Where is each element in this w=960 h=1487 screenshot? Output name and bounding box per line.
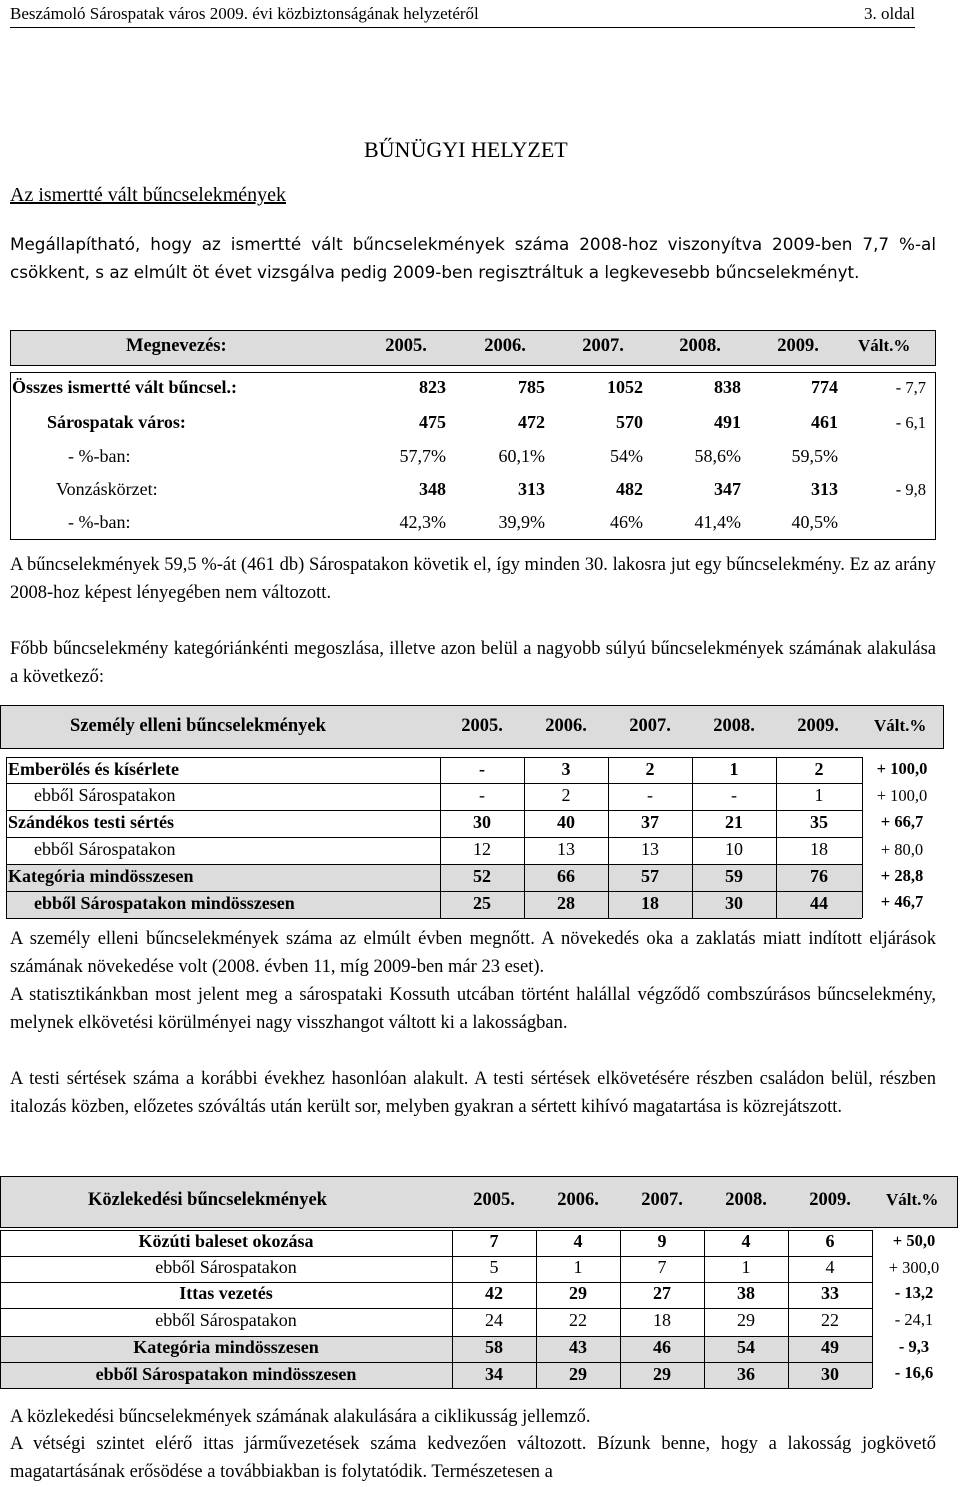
table2-change: + 66,7 <box>880 812 924 831</box>
table2-change: + 46,7 <box>880 892 924 911</box>
table3-cell: 18 <box>653 1310 671 1330</box>
table3-row-label: Közúti baleset okozása <box>138 1231 314 1251</box>
table2-cell: 12 <box>473 839 491 859</box>
running-header <box>10 4 915 28</box>
table3-cell: 58 <box>485 1337 503 1357</box>
table3-cell: 4 <box>573 1231 583 1251</box>
table2-cell: 28 <box>557 893 575 913</box>
table3-cell: 5 <box>489 1257 499 1277</box>
table3-cell: 36 <box>737 1364 755 1384</box>
table1-cell: 491 <box>714 412 741 432</box>
table2-cell: 21 <box>725 812 743 832</box>
table3-change: - 13,2 <box>894 1283 934 1302</box>
share-paragraph: A bűncselekmények 59,5 %-át (461 db) Sárospatakon követik el, így minden 30. lakosra jut egy bűncselekmény. Ez az arány 2008-hoz képest lényegében nem változott. <box>10 555 936 603</box>
table2-cell: 76 <box>810 866 828 886</box>
table3-cell: 22 <box>821 1310 839 1330</box>
table1-cell: 347 <box>714 479 741 499</box>
table2-rule <box>6 757 7 918</box>
table1-row-label: Vonzáskörzet: <box>56 479 158 499</box>
assault-paragraph: A testi sértések száma a korábbi évekhez hasonlóan alakult. A testi sértések elkövetésére részben családon belül, részben italozás közben, előzetes szóváltás után került sor, melyben gyakran a sértett kihívó magatartása is közrejátszott. <box>10 1069 936 1117</box>
table3-cell: 1 <box>573 1257 583 1277</box>
table1-header-2009: 2009. <box>777 336 819 356</box>
table2-cell: - <box>731 785 737 805</box>
table2-header-2005: 2005. <box>461 716 503 736</box>
table2-cell: 13 <box>641 839 659 859</box>
table2-cell: 57 <box>641 866 659 886</box>
table1-cell: 58,6% <box>694 446 741 466</box>
table2-cell: 2 <box>561 785 571 805</box>
table2-cell: 35 <box>810 812 828 832</box>
table2-cell: 66 <box>557 866 575 886</box>
table3-cell: 49 <box>821 1337 839 1357</box>
table3-cell: 29 <box>569 1364 587 1384</box>
table3-header-name: Közlekedési bűncselekmények <box>88 1190 327 1210</box>
section-title: BŰNÜGYI HELYZET <box>364 137 568 162</box>
table1-cell: 313 <box>811 479 838 499</box>
table2-rule <box>6 837 862 838</box>
table2-change: + 100,0 <box>876 786 928 805</box>
table1-cell: 774 <box>811 377 838 397</box>
table3-cell: 4 <box>741 1231 751 1251</box>
table2-rule <box>6 810 862 811</box>
table3-header-2006: 2006. <box>557 1190 599 1210</box>
table2-cell: 59 <box>725 866 743 886</box>
table3-cell: 33 <box>821 1283 839 1303</box>
table1-header-2005: 2005. <box>385 336 427 356</box>
table1-cell: 1052 <box>607 377 643 397</box>
table1-cell: 59,5% <box>791 446 838 466</box>
table1-cell: 39,9% <box>498 512 545 532</box>
table2-header-2007: 2007. <box>629 716 671 736</box>
person-crimes-paragraph: A személy elleni bűncselekmények száma az elmúlt évben megnőtt. A növekedés oka a zaklatás miatt indított eljárások számának növekedése volt (2008. évben 11, míg 2009-ben már 23 eset). <box>10 929 936 977</box>
table3-cell: 29 <box>737 1310 755 1330</box>
table3-change: - 9,3 <box>898 1337 930 1356</box>
table2-header-2006: 2006. <box>545 716 587 736</box>
table2-rule <box>6 864 862 865</box>
table3-change: - 24,1 <box>894 1310 934 1329</box>
table3-cell: 54 <box>737 1337 755 1357</box>
subtitle: Az ismertté vált bűncselekmények <box>10 184 287 206</box>
table3-row-label: ebből Sárospatakon mindösszesen <box>95 1364 357 1384</box>
table1-cell: 40,5% <box>791 512 838 532</box>
drunk-driving-paragraph: A vétségi szintet elérő ittas járművezetések száma kedvezően változott. Bízunk benne, hogy a lakosság jogkövető magatartásának erősödése a továbbiakban is folytatódik. Természetesen a <box>10 1434 936 1482</box>
table3-cell: 22 <box>569 1310 587 1330</box>
table1-cell: 823 <box>419 377 446 397</box>
table1-row-label: Sárospatak város: <box>47 412 186 432</box>
table1-cell: 46% <box>610 512 643 532</box>
table3-change: - 16,6 <box>894 1363 934 1382</box>
table2-cell: 25 <box>473 893 491 913</box>
table1-cell: 41,4% <box>694 512 741 532</box>
table3-cell: 6 <box>825 1231 835 1251</box>
table3-cell: 9 <box>657 1231 667 1251</box>
table1-header-name: Megnevezés: <box>126 336 227 356</box>
table1-cell: 472 <box>518 412 545 432</box>
table1-change: - 9,8 <box>895 480 926 499</box>
table2-cell: 18 <box>641 893 659 913</box>
table3-cell: 7 <box>657 1257 667 1277</box>
table2-row-label: Emberölés és kísérlete <box>8 759 179 779</box>
table1-cell: 60,1% <box>498 446 545 466</box>
table1-cell: 482 <box>616 479 643 499</box>
table2-change: + 28,8 <box>880 866 924 885</box>
table3-row-label: Kategória mindösszesen <box>133 1337 319 1357</box>
table1-cell: 42,3% <box>399 512 446 532</box>
table3-header-2008: 2008. <box>725 1190 767 1210</box>
table2-cell: 10 <box>725 839 743 859</box>
table1-header-2006: 2006. <box>484 336 526 356</box>
table2-cell: 1 <box>729 759 739 779</box>
table1-row-label: - %-ban: <box>68 446 131 466</box>
table1-header-change: Vált.% <box>858 336 911 355</box>
table1-change: - 7,7 <box>895 378 926 397</box>
table3-cell: 29 <box>569 1283 587 1303</box>
table3-cell: 27 <box>653 1283 671 1303</box>
table3-header-2009: 2009. <box>809 1190 851 1210</box>
table2-cell: 2 <box>645 759 655 779</box>
table2-rule <box>6 891 862 892</box>
table2-cell: - <box>647 785 653 805</box>
table1-change: - 6,1 <box>895 413 926 432</box>
table2-row-label: ebből Sárospatakon <box>34 839 176 859</box>
table3-cell: 30 <box>821 1364 839 1384</box>
table3-cell: 38 <box>737 1283 755 1303</box>
intro-paragraph: Megállapítható, hogy az ismertté vált bűncselekmények száma 2008-hoz viszonyítva 2009-ben 7,7 %-al csökkent, s az elmúlt öt évet vizsgálva pedig 2009-ben regisztráltuk a legkevesebb bűncselekményt. <box>10 234 936 282</box>
table3-header-2005: 2005. <box>473 1190 515 1210</box>
table2-row-label: ebből Sárospatakon mindösszesen <box>34 893 295 913</box>
table2-cell: - <box>479 785 485 805</box>
table2-rule <box>6 757 862 758</box>
table1-cell: 785 <box>518 377 545 397</box>
table2-cell: 30 <box>473 812 491 832</box>
table3-rule <box>0 1362 872 1363</box>
table2-cell: 3 <box>561 759 571 779</box>
table2-row-label: ebből Sárospatakon <box>34 785 176 805</box>
table2-cell: 1 <box>814 785 824 805</box>
table3-row-label: ebből Sárospatakon <box>155 1310 297 1330</box>
table2-cell: 2 <box>814 759 824 779</box>
table3-cell: 29 <box>653 1364 671 1384</box>
table1-header-2008: 2008. <box>679 336 721 356</box>
table2-header-2008: 2008. <box>713 716 755 736</box>
table3-cell: 42 <box>485 1283 503 1303</box>
table3-rule <box>0 1388 872 1389</box>
table3-cell: 46 <box>653 1337 671 1357</box>
table2-header-name: Személy elleni bűncselekmények <box>70 716 326 736</box>
table1-cell: 570 <box>616 412 643 432</box>
table2-header-2009: 2009. <box>797 716 839 736</box>
table3-header-2007: 2007. <box>641 1190 683 1210</box>
table1-cell: 838 <box>714 377 741 397</box>
table3-rule <box>0 1308 872 1309</box>
table1-cell: 54% <box>610 446 643 466</box>
table2-cell: 37 <box>641 812 659 832</box>
table3-cell: 34 <box>485 1364 503 1384</box>
table1-cell: 313 <box>518 479 545 499</box>
table1-row-label: - %-ban: <box>68 512 131 532</box>
table3-change: + 50,0 <box>892 1231 936 1250</box>
table3-row-label: Ittas vezetés <box>179 1283 273 1303</box>
table1-row-label: Összes ismertté vált bűncsel.: <box>12 377 237 397</box>
stabbing-paragraph: A statisztikánkban most jelent meg a sárospataki Kossuth utcában történt halállal végződő combszúrásos bűncselekmény, melynek elkövetési körülményei nagy visszhangot váltott ki a lakosságban. <box>10 985 936 1033</box>
table2-row-label: Szándékos testi sértés <box>8 812 174 832</box>
table2-rule <box>6 783 862 784</box>
table3-cell: 7 <box>489 1231 499 1251</box>
table2-change: + 100,0 <box>876 759 928 778</box>
table1-header-2007: 2007. <box>582 336 624 356</box>
table2-cell: 52 <box>473 866 491 886</box>
table1-cell: 461 <box>811 412 838 432</box>
table2-cell: 13 <box>557 839 575 859</box>
table3-header-change: Vált.% <box>886 1190 939 1209</box>
table3-cell: 1 <box>741 1257 751 1277</box>
table3-cell: 24 <box>485 1310 503 1330</box>
header-title: Beszámoló Sárospatak város 2009. évi közbiztonságának helyzetéről <box>10 4 479 23</box>
table3-row-label: ebből Sárospatakon <box>155 1257 297 1277</box>
table1-cell: 57,7% <box>399 446 446 466</box>
table2-cell: 44 <box>810 893 828 913</box>
table2-header-change: Vált.% <box>874 716 927 735</box>
table2-change: + 80,0 <box>880 840 924 859</box>
header-page-number: 3. oldal <box>864 4 915 23</box>
table2-cell: 40 <box>557 812 575 832</box>
traffic-cyclical-paragraph: A közlekedési bűncselekmények számának alakulására a ciklikusság jellemző. <box>10 1407 591 1427</box>
table2-cell: - <box>479 759 485 779</box>
table2-row-label: Kategória mindösszesen <box>8 866 194 886</box>
table2-rule <box>6 918 862 919</box>
table1-cell: 348 <box>419 479 446 499</box>
table3-cell: 43 <box>569 1337 587 1357</box>
table2-cell: 30 <box>725 893 743 913</box>
table3-cell: 4 <box>825 1257 835 1277</box>
table2-cell: 18 <box>810 839 828 859</box>
categories-intro-paragraph: Főbb bűncselekmény kategóriánkénti megoszlása, illetve azon belül a nagyobb súlyú bűncselekmények számának alakulása a következő: <box>10 639 936 687</box>
table1-cell: 475 <box>419 412 446 432</box>
table3-change: + 300,0 <box>888 1258 940 1277</box>
